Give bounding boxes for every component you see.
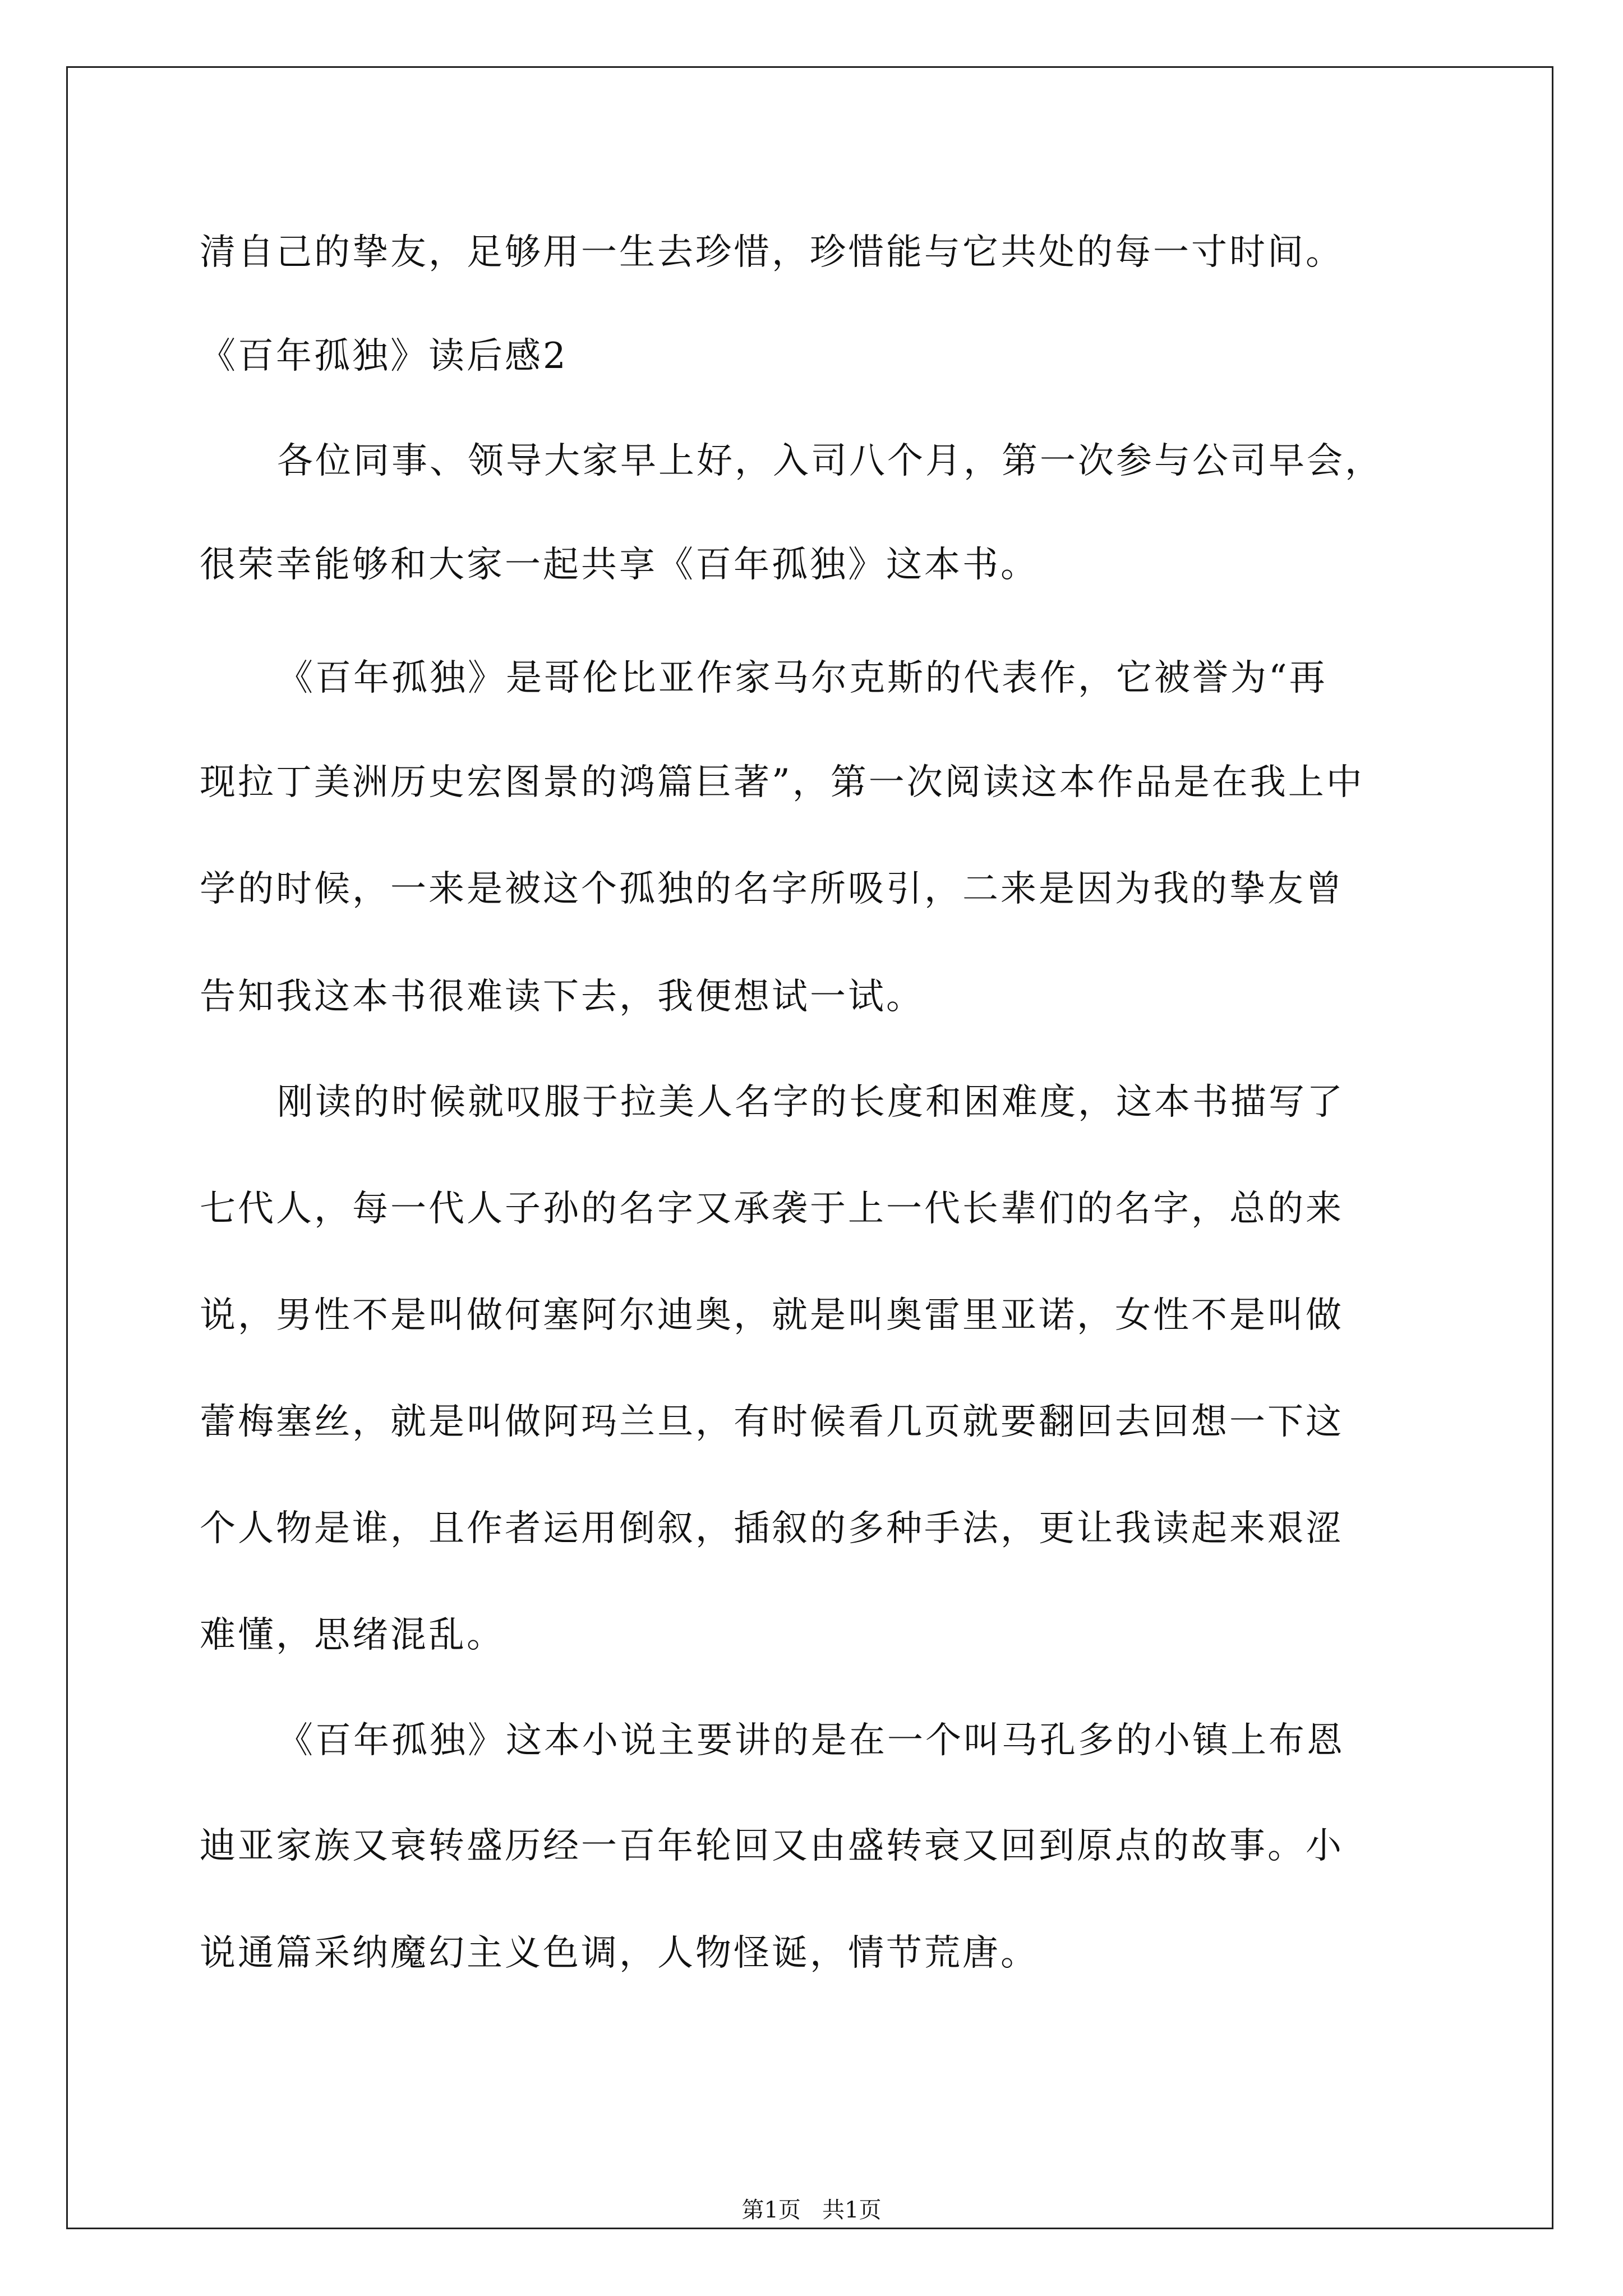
body-line: 学的时候，一来是被这个孤独的名字所吸引，二来是因为我的挚友曾	[200, 868, 1344, 910]
body-line: 蕾梅塞丝，就是叫做阿玛兰旦，有时候看几页就要翻回去回想一下这	[200, 1401, 1344, 1443]
page-number: 第1页 共1页	[741, 2197, 882, 2223]
body-line: 现拉丁美洲历史宏图景的鸿篇巨著”，第一次阅读这本作品是在我上中	[200, 762, 1364, 803]
body-line: 各位同事、领导大家早上好，入司八个月，第一次参与公司早会，	[277, 440, 1383, 482]
body-line: 告知我这本书很难读下去，我便想试一试。	[200, 976, 924, 1018]
body-line: 《百年孤独》这本小说主要讲的是在一个叫马孔多的小镇上布恩	[277, 1720, 1345, 1761]
body-line: 说，男性不是叫做何塞阿尔迪奥，就是叫奥雷里亚诺，女性不是叫做	[200, 1295, 1344, 1336]
body-line: 个人物是谁，且作者运用倒叙，插叙的多种手法，更让我读起来艰涩	[200, 1508, 1344, 1549]
page-border	[66, 66, 1553, 2229]
body-line: 说通篇采纳魔幻主义色调，人物怪诞，情节荒唐。	[200, 1932, 1039, 1974]
body-line: 很荣幸能够和大家一起共享《百年孤独》这本书。	[200, 544, 1039, 586]
body-line: 难懂，思绪混乱。	[200, 1614, 505, 1656]
body-line: 《百年孤独》是哥伦比亚作家马尔克斯的代表作，它被誉为“再	[277, 657, 1327, 699]
body-line: 刚读的时候就叹服于拉美人名字的长度和困难度，这本书描写了	[277, 1082, 1345, 1123]
section-title: 《百年孤独》读后感2	[200, 335, 568, 377]
body-line: 清自己的挚友，足够用一生去珍惜，珍惜能与它共处的每一寸时间。	[200, 232, 1344, 273]
body-line: 迪亚家族又衰转盛历经一百年轮回又由盛转衰又回到原点的故事。小	[200, 1825, 1344, 1867]
body-line: 七代人，每一代人子孙的名字又承袭于上一代长辈们的名字，总的来	[200, 1188, 1344, 1230]
